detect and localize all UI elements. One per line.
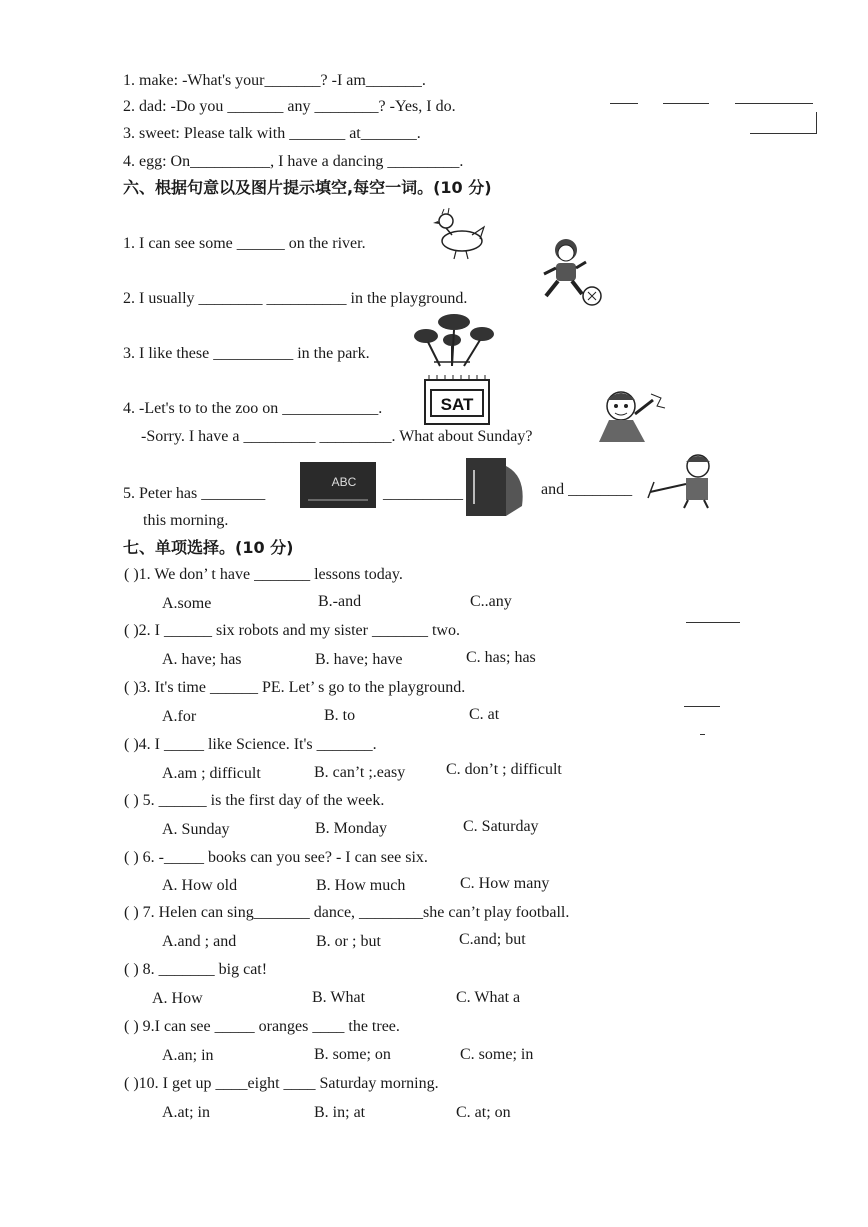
question-4-option-c[interactable]: C. don’t ; difficult	[446, 761, 562, 778]
stray-mark	[686, 622, 740, 623]
sat-calendar-picture	[423, 374, 495, 428]
question-8-stem: ( ) 8. _______ big cat!	[124, 961, 268, 978]
question-6-option-b[interactable]: B. How much	[316, 877, 406, 894]
question-8-option-a[interactable]: A. How	[152, 990, 203, 1007]
question-9-stem: ( ) 9.I can see _____ oranges ____ the tree.	[124, 1018, 400, 1035]
section6-heading: 六、根据句意以及图片提示填空,每空一词。(10 分)	[123, 178, 492, 197]
question-2-stem: ( )2. I ______ six robots and my sister _______ two.	[124, 622, 460, 639]
question-7-option-a[interactable]: A.and ; and	[162, 933, 237, 950]
sec6-item-3: 3. I like these __________ in the park.	[123, 345, 370, 362]
sec6-item-5a: 5. Peter has ________	[123, 485, 266, 502]
sec6-item-5b: __________	[383, 485, 463, 502]
question-9-option-a[interactable]: A.an; in	[162, 1047, 214, 1064]
sec5-item-4: 4. egg: On__________, I have a dancing _________.	[123, 153, 464, 170]
book-picture	[464, 456, 530, 518]
question-10-option-b[interactable]: B. in; at	[314, 1104, 366, 1121]
stray-mark	[700, 734, 705, 735]
boy-drawing-picture	[646, 452, 718, 510]
duck-picture	[432, 205, 490, 261]
question-2-option-a[interactable]: A. have; has	[162, 651, 242, 668]
question-4-option-a[interactable]: A.am ; difficult	[162, 765, 261, 782]
sat-sign-text: SAT	[440, 395, 474, 414]
stray-mark	[663, 103, 709, 104]
question-5-option-b[interactable]: B. Monday	[315, 820, 387, 837]
question-10-option-c[interactable]: C. at; on	[456, 1104, 511, 1121]
stray-mark	[735, 103, 813, 104]
question-9-option-b[interactable]: B. some; on	[314, 1046, 391, 1063]
sec6-item-5c: and ________	[541, 481, 633, 498]
stray-mark	[750, 133, 816, 134]
sec6-item-5d: this morning.	[143, 512, 229, 529]
sec6-item-4a: 4. -Let's to to the zoo on ____________.	[123, 400, 383, 417]
question-8-option-c[interactable]: C. What a	[456, 989, 521, 1006]
boy-football-picture	[538, 236, 604, 308]
stray-mark	[610, 103, 638, 104]
sec5-item-1: 1. make: -What's your_______? -I am_______.	[123, 72, 426, 89]
english-board-picture	[298, 460, 378, 512]
sec5-item-2: 2. dad: -Do you _______ any ________? -Yes, I do.	[123, 98, 456, 115]
stray-mark	[684, 706, 720, 707]
flowers-picture	[404, 312, 500, 368]
abc-board-text: ABC	[331, 475, 357, 489]
question-10-option-a[interactable]: A.at; in	[162, 1104, 210, 1121]
question-5-option-c[interactable]: C. Saturday	[463, 818, 539, 835]
question-9-option-c[interactable]: C. some; in	[460, 1046, 534, 1063]
question-3-option-c[interactable]: C. at	[469, 706, 500, 723]
question-10-stem: ( )10. I get up ____eight ____ Saturday morning.	[124, 1075, 439, 1092]
question-1-stem: ( )1. We don’ t have _______ lessons today.	[124, 566, 403, 583]
question-3-option-a[interactable]: A.for	[162, 708, 197, 725]
question-2-option-b[interactable]: B. have; have	[315, 651, 403, 668]
sec6-item-1: 1. I can see some ______ on the river.	[123, 235, 366, 252]
question-5-stem: ( ) 5. ______ is the first day of the week.	[124, 792, 385, 809]
question-7-option-c[interactable]: C.and; but	[459, 931, 526, 948]
boy-waving-picture	[595, 384, 671, 444]
question-1-option-c[interactable]: C..any	[470, 593, 512, 610]
question-6-stem: ( ) 6. -_____ books can you see? - I can see six.	[124, 849, 428, 866]
sec6-item-4b: -Sorry. I have a _________ _________. What about Sunday?	[141, 428, 533, 445]
question-6-option-c[interactable]: C. How many	[460, 875, 550, 892]
sec5-item-3: 3. sweet: Please talk with _______ at_______.	[123, 125, 421, 142]
stray-mark	[816, 112, 817, 134]
sec6-item-2: 2. I usually ________ __________ in the playground.	[123, 290, 468, 307]
question-1-option-b[interactable]: B.-and	[318, 593, 362, 610]
question-5-option-a[interactable]: A. Sunday	[162, 821, 230, 838]
question-7-stem: ( ) 7. Helen can sing_______ dance, ________she can’t play football.	[124, 904, 570, 921]
section7-heading: 七、单项选择。(10 分)	[123, 538, 294, 557]
question-4-option-b[interactable]: B. can’t ;.easy	[314, 764, 406, 781]
question-8-option-b[interactable]: B. What	[312, 989, 366, 1006]
question-2-option-c[interactable]: C. has; has	[466, 649, 536, 666]
question-3-option-b[interactable]: B. to	[324, 707, 356, 724]
question-3-stem: ( )3. It's time ______ PE. Let’ s go to the playground.	[124, 679, 466, 696]
question-4-stem: ( )4. I _____ like Science. It's _______.	[124, 736, 377, 753]
question-6-option-a[interactable]: A. How old	[162, 877, 238, 894]
question-1-option-a[interactable]: A.some	[162, 595, 212, 612]
question-7-option-b[interactable]: B. or ; but	[316, 933, 381, 950]
